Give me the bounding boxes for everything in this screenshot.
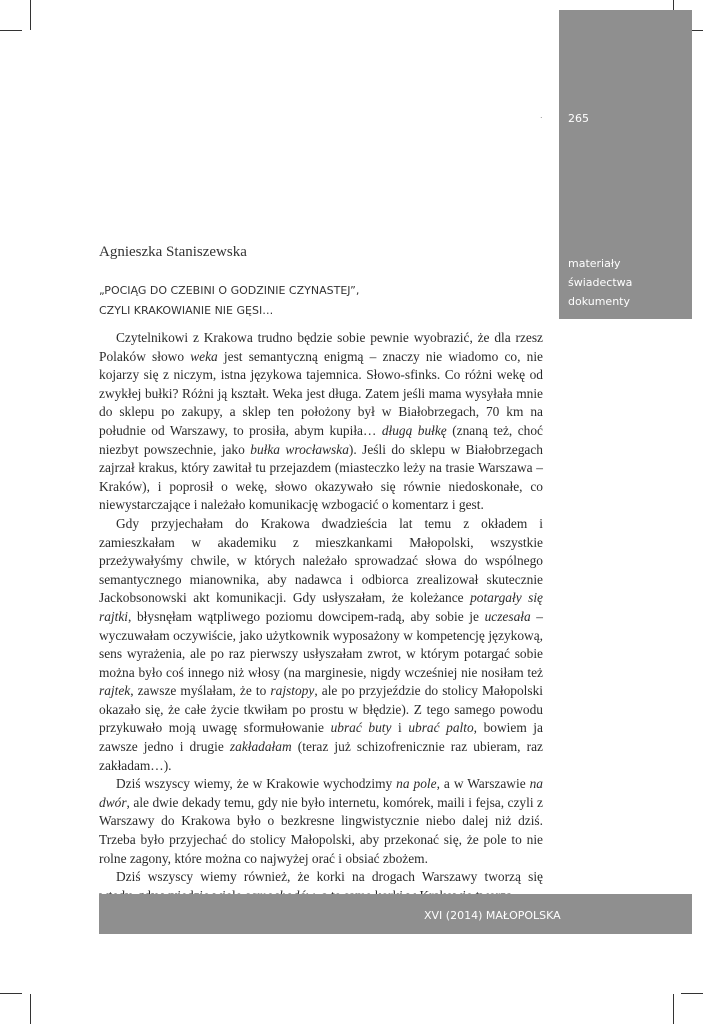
text-run: , zawsze myślałam, że to [130, 683, 271, 699]
article-body [99, 329, 543, 905]
section-tab [559, 10, 692, 319]
crop-mark-bottom-right [673, 994, 674, 1024]
italic-term: rajtek [99, 683, 131, 699]
italic-term: na dwór [99, 776, 543, 810]
page-number: 265 [568, 112, 589, 125]
crop-mark-bottom-right-h [681, 993, 703, 994]
text-run: ). Jeśli do sklepu w Białobrzegach zajrzał krakus, który zawitał tu przejazdem (miasteczko leży na trasie Warszawa – Kraków), i poprosił o wekę, słowo okazywało się równie niedoskonałe, co niewystarczające i należało komunikację wzbogacić o komentarz i gest. [99, 441, 543, 513]
article-title-line: CZYLI KRAKOWIANIE NIE GĘSI… [99, 304, 274, 317]
italic-term: rajstopy [270, 683, 315, 699]
text-run: i [391, 720, 409, 736]
italic-term: na pole [396, 776, 437, 792]
italic-term: potargały się rajtki [99, 590, 543, 624]
body-paragraph [99, 329, 543, 515]
section-label [568, 254, 632, 311]
footer-bar [99, 894, 692, 934]
text-run: Czytelnikowi z Krakowa trudno będzie sobie pewnie wyobrazić, że dla rzesz Polaków słowo [99, 330, 543, 364]
article-author: Agnieszka Staniszewska [99, 244, 247, 260]
text-run: Dziś wszyscy wiemy również, że korki na drogach Warszawy tworzą się [116, 869, 543, 885]
journal-issue: XVI (2014) MAŁOPOLSKA [424, 909, 561, 922]
text-run: , ale dwie dekady temu, gdy nie było internetu, komórek, maili i fejsa, czyli z Warszawy do Krakowa było o bezkresne lingwistycznie niebo dalej niż dziś. Trzeba było przyjechać do stolicy Małopolski, aby przekonać się, że pole to nie rolne zagony, które można co najwyżej orać i obsiać zbożem. [99, 794, 543, 866]
article-title [99, 281, 519, 321]
italic-term: weka [190, 348, 218, 364]
text-run: , błysnęłam wątpliwego poziomu dowcipem-radą, aby sobie je [128, 608, 485, 624]
italic-term: bułka wrocławska [250, 441, 349, 457]
text-run: – wyczuwałam oczywiście, jako użytkownik wyposażony w kompetencję językową, sens wyrażenia, ale po raz pierwszy usłyszałam zwrot, w którym potargać sobie można było coś innego niż włosy (na marginesie, nigdy wcześniej nie nosiłam też [99, 608, 543, 680]
italic-term: długą bułkę [381, 422, 447, 438]
text-run: , ale po przyjeździe do stolicy Małopolski okazało się, że całe życie tkwiłam po prostu w błędzie). Z tego samego powodu przykuwało moją uwagę sformułowanie [99, 683, 543, 736]
crop-mark-top-left-h [0, 30, 22, 31]
text-run: jest semantyczną enigmą – znaczy nie wiadomo co, nie kojarzy się z niczym, istna językowa tajemnica. Słowo-sfinks. Co różni wekę od zwykłej bułki? Różni ją kształt. Weka jest długa. Zatem jeśli mama wysyłała mnie do sklepu po zakupy, a sklep ten położony był w Białobrzegach, 70 km na południe od Warszawy, to prosiła, abym kupiła… [99, 348, 543, 438]
section-label-line: materiały [568, 257, 621, 270]
section-label-line: dokumenty [568, 295, 630, 308]
italic-term: uczesała [484, 608, 531, 624]
crop-mark-bottom-left-h [0, 993, 22, 994]
text-run: Dziś wszyscy wiemy, że w Krakowie wychodzimy [116, 776, 397, 792]
body-paragraph [99, 775, 543, 868]
article-title-line: „POCIĄG DO CZEBINI O GODZINIE CZYNASTEJ”, [99, 284, 360, 297]
crop-mark-bottom-left [30, 994, 31, 1024]
text-run: , bowiem ja zawsze jedno i drugie [99, 720, 543, 755]
text-run: (teraz już schizofrenicznie raz ubieram, raz zakładam…). [99, 739, 543, 773]
text-run: (znaną też, choć niezbyt powszechnie, jako [99, 422, 543, 457]
italic-term: ubrać palto [408, 720, 474, 736]
crop-mark-top-left [30, 0, 31, 30]
text-run: , a w Warszawie [436, 776, 530, 792]
italic-term: zakładałam [229, 739, 292, 755]
body-paragraph [99, 515, 543, 775]
section-label-line: świadectwa [568, 276, 633, 289]
italic-term: ubrać buty [330, 720, 392, 736]
page-dot: . [540, 111, 543, 120]
text-run: Gdy przyjechałam do Krakowa dwadzieścia lat temu z okładem i zamieszkałam w akademiku z mieszkankami Małopolski, wszystkie przeżywałyśmy chwile, w których należało sprowadzać słowa do wspólnego semantycznego mianownika, aby nadawca i odbiorca zrealizował skutecznie Jackobsonowski akt komunikacji. Gdy usłyszałam, że koleżance [99, 515, 543, 606]
